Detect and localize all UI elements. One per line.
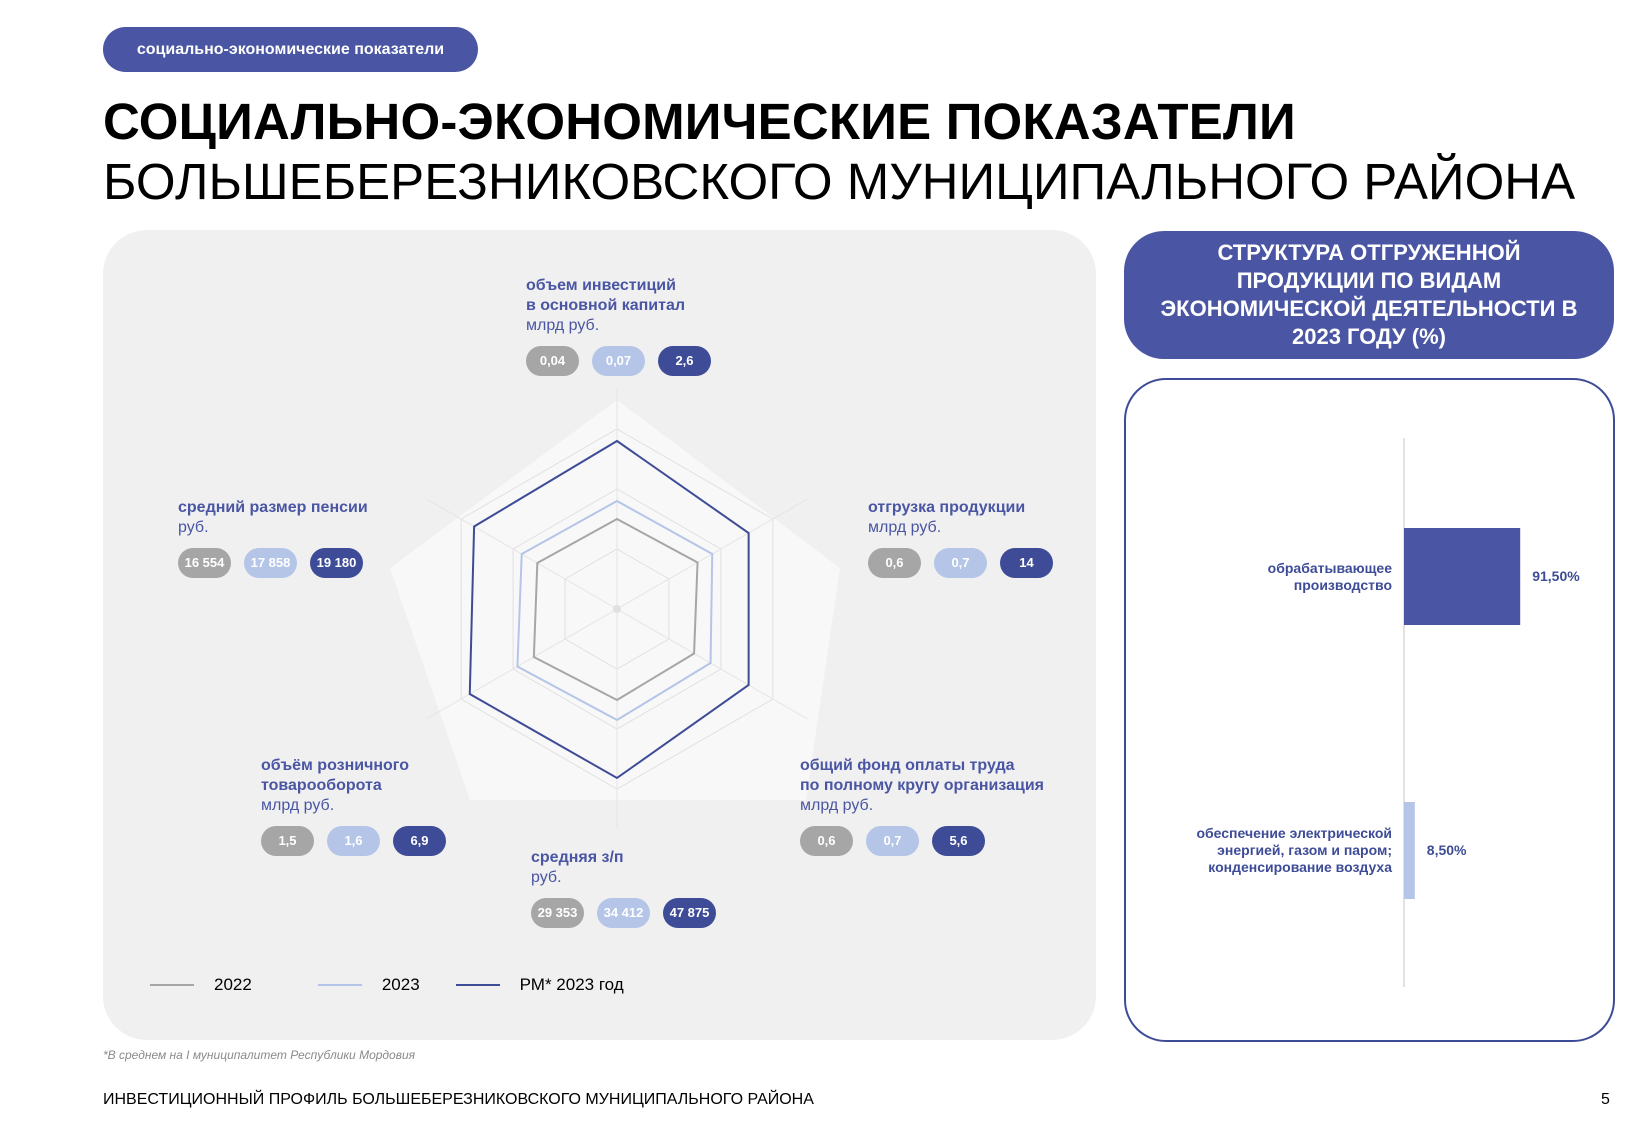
bar-category-label: обеспечение электрической энергией, газом и паром; конденсирование воздуха [1196, 825, 1392, 875]
indicator-unit: млрд руб. [261, 797, 335, 814]
value-2023: 0,7 [866, 826, 919, 856]
value-2023: 17 858 [244, 548, 297, 578]
indicator-label: в основной капитал [526, 297, 686, 314]
page-number: 5 [1601, 1091, 1610, 1108]
indicator-label: по полному кругу организация [800, 777, 1045, 794]
indicator-label: товарооборота [261, 777, 382, 794]
indicator-label: средний размер пенсии [178, 499, 368, 516]
value-2022: 0,6 [800, 826, 853, 856]
indicator-label: объем инвестиций [526, 277, 676, 294]
page-title: СОЦИАЛЬНО-ЭКОНОМИЧЕСКИЕ ПОКАЗАТЕЛИ [103, 93, 1296, 150]
indicator-unit: млрд руб. [800, 797, 874, 814]
bar [1404, 802, 1415, 899]
value-rm: 47 875 [663, 898, 716, 928]
indicator-unit: млрд руб. [526, 317, 600, 334]
value-2022: 1,5 [261, 826, 314, 856]
footer-text: ИНВЕСТИЦИОННЫЙ ПРОФИЛЬ БОЛЬШЕБЕРЕЗНИКОВСКОГО МУНИЦИПАЛЬНОГО РАЙОНА [103, 1091, 814, 1108]
bar-category-label: обрабатывающее производство [1267, 559, 1392, 593]
value-2023: 34 412 [597, 898, 650, 928]
value-rm: 2,6 [658, 346, 711, 376]
footnote: *В среднем на I муниципалитет Республики Мордовия [103, 1048, 416, 1062]
indicator-label: средняя з/п [531, 849, 624, 866]
value-2023: 1,6 [327, 826, 380, 856]
value-rm: 6,9 [393, 826, 446, 856]
structure-title: СТРУКТУРА ОТГРУЖЕННОЙ ПРОДУКЦИИ ПО ВИДАМ ЭКОНОМИЧЕСКОЙ ДЕЯТЕЛЬНОСТИ В 2023 ГОДУ (%) [1160, 240, 1578, 349]
section-tag: социально-экономические показатели [103, 27, 478, 72]
indicator-unit: млрд руб. [868, 519, 942, 536]
legend-label: 2023 [381, 975, 420, 994]
value-2023: 0,7 [934, 548, 987, 578]
indicator-label: общий фонд оплаты труда [800, 757, 1015, 774]
value-2023: 0,07 [592, 346, 645, 376]
value-rm: 19 180 [310, 548, 363, 578]
bar-value-label: 91,50% [1532, 567, 1580, 584]
bar [1404, 528, 1520, 625]
value-rm: 5,6 [932, 826, 985, 856]
indicator-unit: руб. [178, 519, 209, 536]
value-2022: 0,6 [868, 548, 921, 578]
indicator-label: объём розничного [261, 757, 410, 774]
value-2022: 16 554 [178, 548, 231, 578]
indicator-unit: руб. [531, 869, 562, 886]
legend-label: РМ* 2023 год [519, 975, 624, 994]
bar-value-label: 8,50% [1426, 841, 1467, 858]
value-2022: 29 353 [531, 898, 584, 928]
page-subtitle: БОЛЬШЕБЕРЕЗНИКОВСКОГО МУНИЦИПАЛЬНОГО РАЙОНА [103, 153, 1576, 210]
value-2022: 0,04 [526, 346, 579, 376]
legend-label: 2022 [214, 975, 252, 994]
value-rm: 14 [1000, 548, 1053, 578]
indicator-label: отгрузка продукции [868, 499, 1026, 516]
